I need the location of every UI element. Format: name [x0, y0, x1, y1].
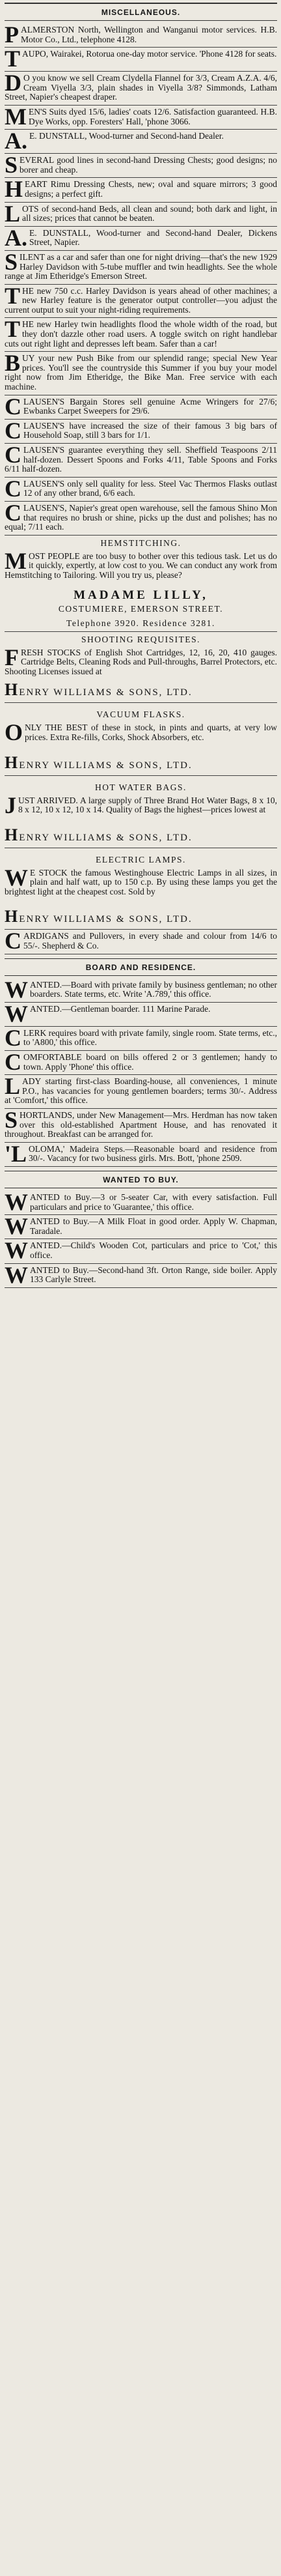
madame-lilly-name: MADAME LILLY, [74, 588, 208, 602]
ad-push-bike: BUY your new Push Bike from our splendid range; special New Year prices. You'll see the countryside this Summer if you buy your model right now from Jim Etheridge, the Bike Man. Free service with each machine. [5, 352, 277, 395]
ad-clausens-soap: CLAUSEN'S have increased the size of their famous 3 big bars of Household Soap, still 3 bars for 1/1. [5, 419, 277, 444]
ad-taupo-service: TAUPO, Wairakei, Rotorua one-day motor service. 'Phone 4128 for seats. [5, 48, 277, 72]
ad-loloma: 'LOLOMA,' Madeira Steps.—Reasonable board and residence from 30/-. Vacancy for two business girls. Mrs. Bott, 'phone 2509. [5, 1142, 277, 1167]
ad-wanted-milk-float: WANTED to Buy.—A Milk Float in good order. Apply W. Chapman, Taradale. [5, 1215, 277, 1240]
ad-rimu-chests: HEART Rimu Dressing Chests, new; oval and square mirrors; 3 good designs; a perfect gift. [5, 178, 277, 203]
hotwater-firm: HENRY WILLIAMS & SONS, LTD. [5, 818, 277, 848]
ad-clerk-board: CLERK requires board with private family, single room. State terms, etc., to 'A800,' this office. [5, 1026, 277, 1051]
hotwater-body: JUST ARRIVED. A large supply of Three Brand Hot Water Bags, 8 x 10, 8 x 12, 10 x 12, 10 x 14. Quality of Bags the highest—prices lowest at [5, 794, 277, 818]
ad-dunstall-2: A.E. DUNSTALL, Wood-turner and Second-hand Dealer, Dickens Street, Napier. [5, 226, 277, 251]
ad-lady-boarding-house: LADY starting first-class Boarding-house, all conveniences, 1 minute P.O., has vacancies for young gentlemen boarders; terms 30/-. Address at 'Comfort,' this office. [5, 1075, 277, 1109]
madame-lilly-address: COSTUMIERE, EMERSON STREET. [58, 603, 224, 614]
ad-harley-750: THE new 750 c.c. Harley Davidson is years ahead of other machines; a new Harley feature is the generator output controller—you adjust the current output to suit your night-riding requirements. [5, 285, 277, 319]
electric-title: ELECTRIC LAMPS. [96, 854, 186, 865]
ad-second-hand-beds: LOTS of second-hand Beds, all clean and sound; both dark and light, in all sizes; prices that cannot be beaten. [5, 202, 277, 227]
ad-harley-silent: SILENT as a car and safer than one for night driving—that's the new 1929 Harley Davidson with 5-tube muffler and twin headlights. See the whole range at Jim Etheridge's Emerson Street. [5, 251, 277, 285]
vacuum-title: VACUUM FLASKS. [96, 709, 185, 720]
hemstitching-body: MOST PEOPLE are too busy to bother over this tedious task. Let us do it quickly, expertly, at low cost to you. We can conduct any work from Hemstitching to Tailoring. Will you try us, please? [5, 549, 277, 580]
ad-clausens-wringers: CLAUSEN'S Bargain Stores sell genuine Acme Wringers for 27/6; Ewbanks Carpet Sweepers for 29/6. [5, 395, 277, 420]
ad-cardigans: CARDIGANS and Pullovers, in every shade and colour from 14/6 to 55/-. Shepherd & Co. [5, 930, 277, 954]
hemstitching-title: HEMSTITCHING. [100, 537, 181, 548]
vacuum-body: ONLY THE BEST of these in stock, in pints and quarts, at very low prices. Extra Re-fills, Corks, Shock Absorbers, etc. [5, 721, 277, 745]
ad-dunstall-1: A.E. DUNSTALL, Wood-turner and Second-hand Dealer. [5, 130, 277, 154]
ad-shortlands: SHORTLANDS, under New Management—Mrs. Herdman has now taken over this old-established Apartment House, and has renovated it throughout. Breakfast can be arranged for. [5, 1109, 277, 1143]
madame-lilly-phones: Telephone 3920. Residence 3281. [5, 616, 277, 632]
ad-dressing-chests: SEVERAL good lines in second-hand Dressing Chests; good designs; no borer and cheap. [5, 154, 277, 179]
ad-wanted-cot: WANTED.—Child's Wooden Cot, particulars and price to 'Cot,' this office. [5, 1239, 277, 1264]
ad-wanted-range: WANTED to Buy.—Second-hand 3ft. Orton Range, side boiler. Apply 133 Carlyle Street. [5, 1263, 277, 1288]
section-heading-wanted: WANTED TO BUY. [5, 1171, 277, 1188]
electric-body: WE STOCK the famous Westinghouse Electric Lamps in all sizes, in plain and half watt, up to 150 c.p. By using these lamps you get the brightest light at the cheapest cost. Sold by [5, 866, 277, 896]
ad-clausens-shino: CLAUSEN'S, Napier's great open warehouse, sell the famous Shino Mon that requires no brush or shine, picks up the dust and polishes; has no equal; 7/11 each. [5, 502, 277, 536]
section-heading-board: BOARD AND RESIDENCE. [5, 958, 277, 976]
vacuum-firm: HENRY WILLIAMS & SONS, LTD. [5, 745, 277, 776]
ad-dye-works: MEN'S Suits dyed 15/6, ladies' coats 12/6. Satisfaction guaranteed. H.B. Dye Works, opp. Foresters' Hall, 'phone 3066. [5, 105, 277, 130]
ad-comfortable-board: COMFORTABLE board on bills offered 2 or 3 gentlemen; handy to town. Apply 'Phone' this office. [5, 1051, 277, 1076]
shooting-body: FRESH STOCKS of English Shot Cartridges, 12, 16, 20, 410 gauges. Cartridge Belts, Cleaning Rods and Pull-throughs, Barrel Protectors, etc. Shooting Licenses issued at [5, 646, 277, 676]
shooting-title: SHOOTING REQUISITES. [81, 634, 200, 644]
hotwater-title: HOT WATER BAGS. [95, 782, 187, 792]
ad-wanted-car: WANTED to Buy.—3 or 5-seater Car, with every satisfaction. Full particulars and price to 'Guarantee,' this office. [5, 1190, 277, 1215]
section-heading-miscellaneous: MISCELLANEOUS. [5, 3, 277, 21]
ad-motor-services: PALMERSTON North, Wellington and Wanganui motor services. H.B. Motor Co., Ltd., telephone 4128. [5, 23, 277, 48]
ad-simmonds-flannel: DO you know we sell Cream Clydella Flannel for 3/3, Cream A.Z.A. 4/6, Cream Viyella 3/3, plain shades in Viyella 3/8? Simmonds, Latham Street, Napier's cheapest draper. [5, 72, 277, 106]
ad-harley-headlights: THE new Harley twin headlights flood the whole width of the road, but they don't dazzle other road users. A toggle switch on right handlebar cuts out right light and depresses left beam. Safer than a car! [5, 318, 277, 352]
ad-clausens-spoons: CLAUSEN'S guarantee everything they sell. Sheffield Teaspoons 2/11 half-dozen. Dessert Spoons and Forks 4/11, Table Spoons and Forks 6/11 half-dozen. [5, 444, 277, 478]
ad-clausens-flasks: CLAUSEN'S only sell quality for less. Steel Vac Thermos Flasks outlast 12 of any other brand, 6/6 each. [5, 477, 277, 502]
electric-firm: HENRY WILLIAMS & SONS, LTD. [5, 899, 277, 930]
shooting-firm: HENRY WILLIAMS & SONS, LTD. [5, 679, 277, 703]
ad-board-wanted: WANTED.—Board with private family by business gentleman; no other boarders. State terms, etc. Write 'A.789,' this office. [5, 978, 277, 1003]
ad-gentleman-boarder: WANTED.—Gentleman boarder. 111 Marine Parade. [5, 1003, 277, 1027]
